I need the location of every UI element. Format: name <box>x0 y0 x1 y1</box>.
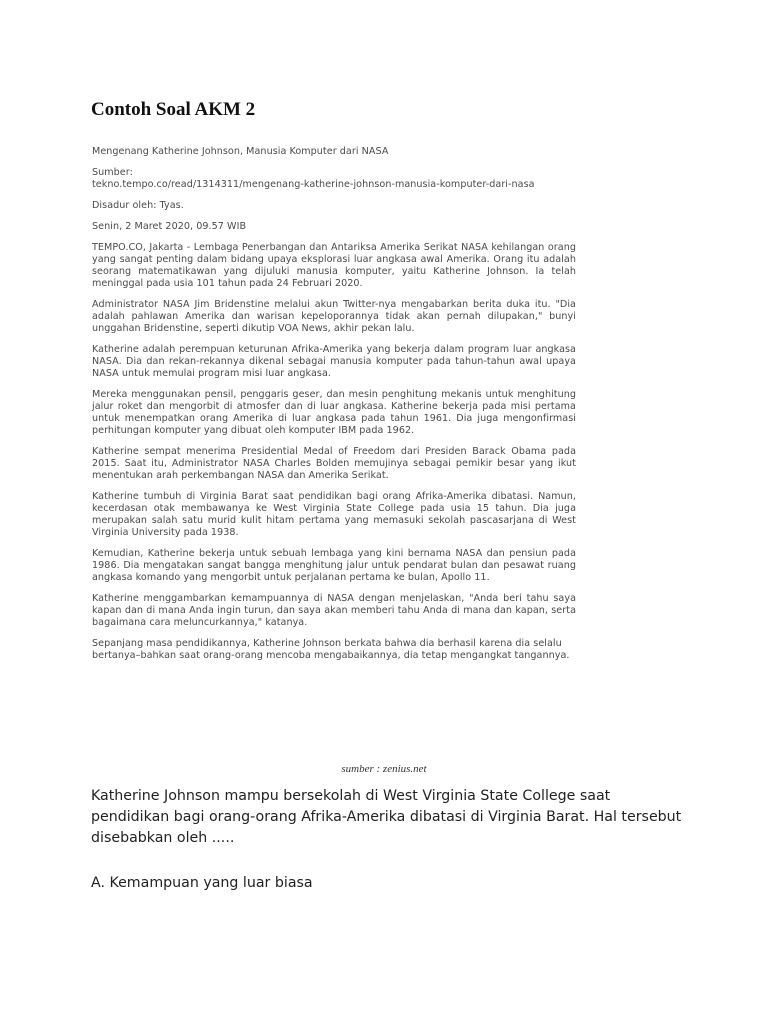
article-date: Senin, 2 Maret 2020, 09.57 WIB <box>92 221 247 232</box>
article-paragraph: Kemudian, Katherine bekerja untuk sebuah lembaga yang kini bernama NASA dan pensiun pada 1986. Dia mengatakan sangat bangga menghitung jalur untuk pendarat bulan dan pesawat ruang angkasa komando yang mengorbit untuk perjalanan pertama ke bulan, Apollo 11. <box>92 548 576 583</box>
article-paragraph: Katherine sempat menerima Presidential Medal of Freedom dari Presiden Barack Obama pada 2015. Saat itu, Administrator NASA Charles Bolden memujinya sebagai pemikir besar yang ikut menentukan arah perkembangan NASA dan Amerika Serikat. <box>92 446 576 481</box>
article-source <box>92 167 576 191</box>
article-paragraph: Katherine tumbuh di Virginia Barat saat pendidikan bagi orang Afrika-Amerika dibatasi. Namun, kecerdasan otak membawanya ke West Virginia State College pada usia 15 tahun. Dia juga merupakan salah satu murid kulit hitam pertama yang memasuki sekolah pascasarjana di West Virginia University pada 1938. <box>92 491 576 538</box>
article-adapted-by: Disadur oleh: Tyas. <box>92 200 184 211</box>
source-url: tekno.tempo.co/read/1314311/mengenang-katherine-johnson-manusia-komputer-dari-nasa <box>92 179 535 190</box>
article-paragraph: Katherine menggambarkan kemampuannya di NASA dengan menjelaskan, "Anda beri tahu saya kapan dan di mana Anda ingin turun, dan saya akan memberi tahu Anda di mana dan kapan, serta bagaimana cara meluncurkannya," katanya. <box>92 593 576 628</box>
answer-option-a[interactable]: A. Kemampuan yang luar biasa <box>91 875 313 891</box>
article-paragraph: Katherine adalah perempuan keturunan Afrika-Amerika yang bekerja dalam program luar angkasa NASA. Dia dan rekan-rekannya dikenal sebagai manusia komputer pada tahun-tahun awal upaya NASA untuk memulai program misi luar angkasa. <box>92 344 576 379</box>
source-label: Sumber: <box>92 167 133 178</box>
image-caption: sumber : zenius.net <box>341 763 427 775</box>
article-paragraph: TEMPO.CO, Jakarta - Lembaga Penerbangan dan Antariksa Amerika Serikat NASA kehilangan orang yang sangat penting dalam bidang upaya eksplorasi luar angkasa awal Amerika. Orang itu adalah seorang matematikawan yang dijuluki manusia komputer, yaitu Katherine Johnson. Ia telah meninggal pada usia 101 tahun pada 24 Februari 2020. <box>92 242 576 289</box>
article-paragraph: Mereka menggunakan pensil, penggaris geser, dan mesin penghitung mekanis untuk menghitung jalur roket dan mengorbit di atmosfer dan di luar angkasa. Katherine bekerja pada misi pertama untuk menempatkan orang Amerika di luar angkasa pada tahun 1961. Dia juga mengonfirmasi perhitungan komputer yang dibuat oleh komputer IBM pada 1962. <box>92 389 576 436</box>
page-title: Contoh Soal AKM 2 <box>91 99 256 120</box>
question-text: Katherine Johnson mampu bersekolah di West Virginia State College saat pendidikan bagi orang-orang Afrika-Amerika dibatasi di Virginia Barat. Hal tersebut disebabkan oleh ..... <box>91 788 682 846</box>
article-excerpt <box>92 146 576 671</box>
article-headline: Mengenang Katherine Johnson, Manusia Komputer dari NASA <box>92 146 389 157</box>
article-paragraph: Sepanjang masa pendidikannya, Katherine Johnson berkata bahwa dia berhasil karena dia selalu bertanya–bahkan saat orang-orang mencoba mengabaikannya, dia tetap mengangkat tangannya. <box>92 638 570 661</box>
article-paragraph: Administrator NASA Jim Bridenstine melalui akun Twitter-nya mengabarkan berita duka itu. "Dia adalah pahlawan Amerika dan warisan kepeloporannya tidak akan pernah dilupakan," bunyi unggahan Bridenstine, seperti dikutip VOA News, akhir pekan lalu. <box>92 299 576 334</box>
